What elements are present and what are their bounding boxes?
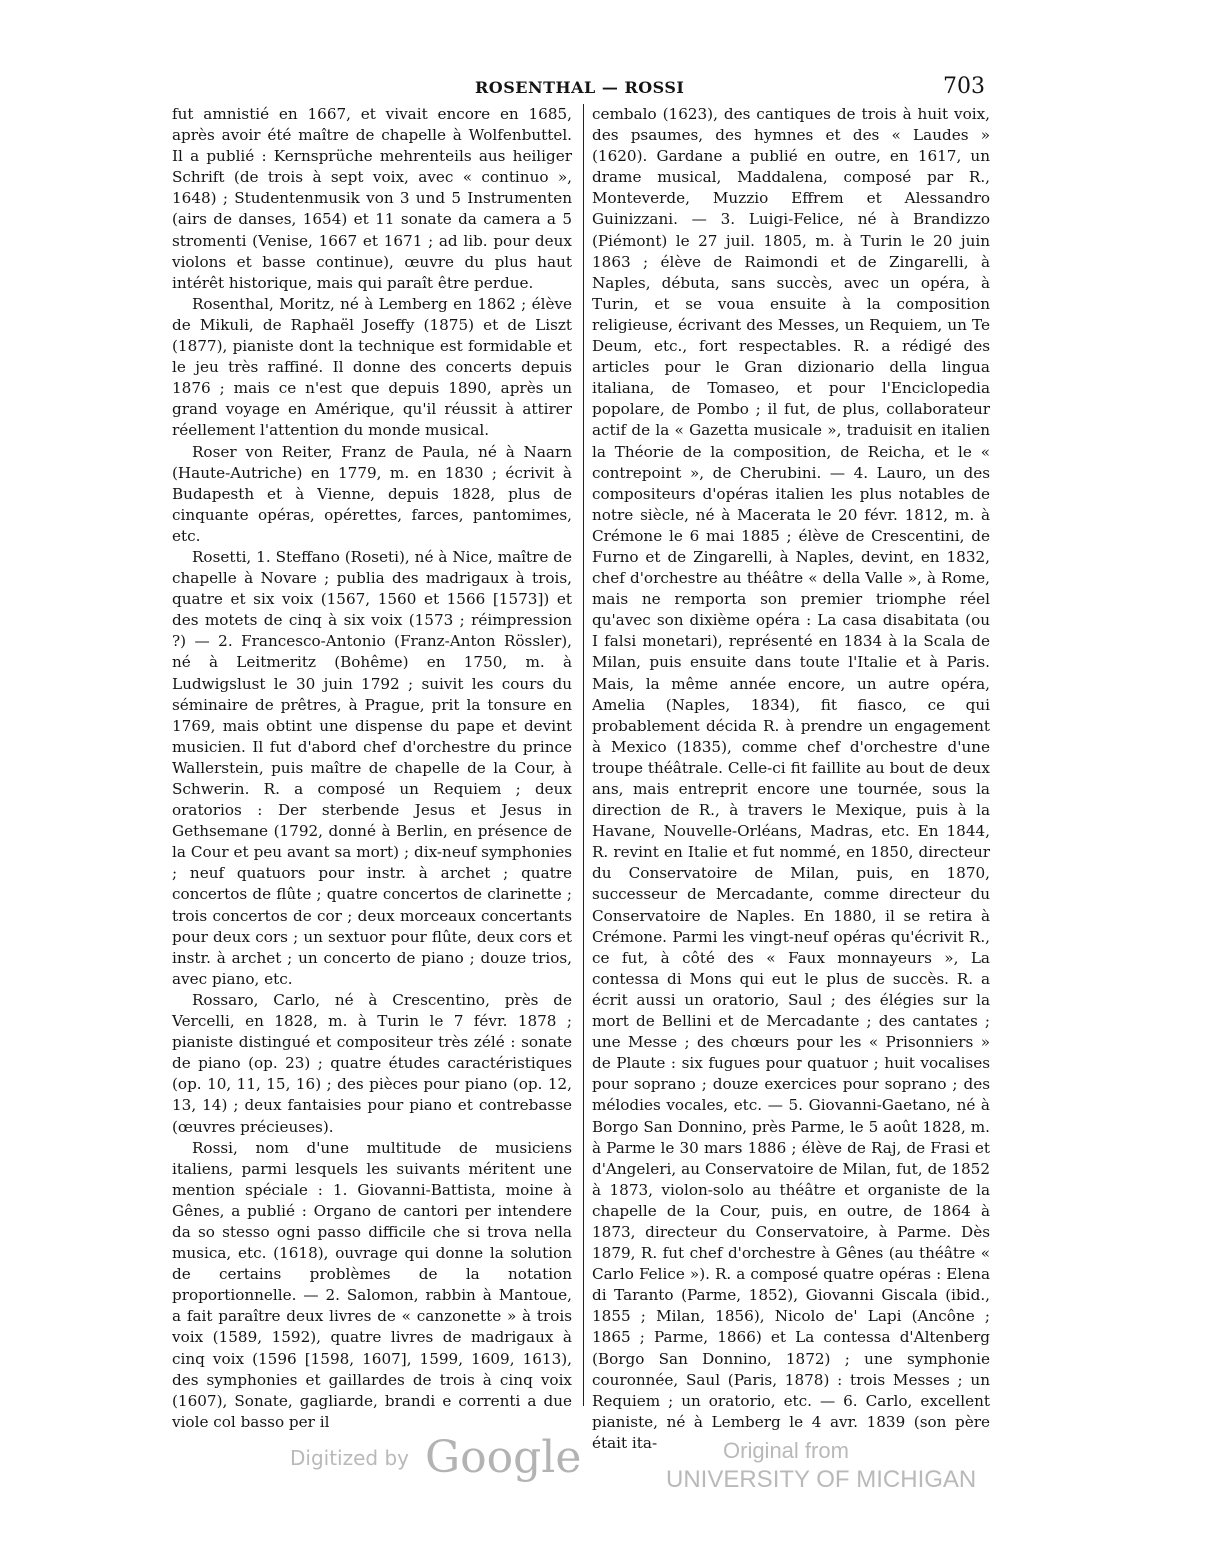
paragraph: Rossaro, Carlo, né à Crescentino, près de Vercelli, en 1828, m. à Turin le 7 févr. 1878 ; pianiste distingué et compositeur très zélé : sonate de piano (op. 23) ; quatre études caractéristiques (op. 10, 11, 15, 16) ; des pièces pour piano (op. 12, 13, 14) ; deux fantaisies pour piano et contrebasse (œuvres précieuses). [172, 990, 572, 1136]
paragraph: Roser von Reiter, Franz de Paula, né à Naarn (Haute-Autriche) en 1779, m. en 1830 ; écrivit à Budapesth et à Vienne, depuis 1828, plus de cinquante opéras, opérettes, farces, pantomimes, etc. [172, 442, 572, 545]
right-column [592, 104, 990, 1454]
digitization-footer [0, 1432, 1207, 1508]
running-head: ROSENTHAL — ROSSI [475, 78, 685, 97]
left-column [172, 104, 572, 1433]
paragraph: Rosenthal, Moritz, né à Lemberg en 1862 ; élève de Mikuli, de Raphaël Joseffy (1875) et de Liszt (1877), pianiste dont la technique est formidable et le jeu très raffiné. Il donne des concerts depuis 1876 ; mais ce n'est que depuis 1890, après un grand voyage en Amérique, qu'il réussit à attirer réellement l'attention du monde musical. [172, 294, 572, 440]
page-header [170, 74, 985, 104]
google-logo: Google [425, 1432, 582, 1483]
paragraph: Rosetti, 1. Steffano (Roseti), né à Nice, maître de chapelle à Novare ; publia des madrigaux à trois, quatre et six voix (1567, 1560 et 1566 [1573]) et des motets de cinq à six voix (1573 ; réimpression ?) — 2. Francesco-Antonio (Franz-Anton Rössler), né à Leitmeritz (Bohême) en 1750, m. à Ludwigslust le 30 juin 1792 ; suivit les cours du séminaire de prêtres, à Prague, prit la tonsure en 1769, mais obtint une dispense du pape et devint musicien. Il fut d'abord chef d'orchestre du prince Wallerstein, puis maître de chapelle de la Cour, à Schwerin. R. a composé un Requiem ; deux oratorios : Der sterbende Jesus et Jesus in Gethsemane (1792, donné à Berlin, en présence de la Cour et peu avant sa mort) ; dix-neuf symphonies ; neuf quatuors pour instr. à archet ; quatre concertos de flûte ; quatre concertos de clarinette ; trois concertos de cor ; deux morceaux concertants pour deux cors ; un sextuor pour flûte, deux cors et instr. à archet ; un concerto de piano ; douze trios, avec piano, etc. [172, 547, 572, 988]
paragraph: Rossi, nom d'une multitude de musiciens italiens, parmi lesquels les suivants méritent une mention spéciale : 1. Giovanni-Battista, moine à Gênes, a publié : Organo de cantori per intendere da so stesso ogni passo difficile che si trova nella musica, etc. (1618), ouvrage qui donne la solution de certains problèmes de la notation proportionnelle. — 2. Salomon, rabbin à Mantoue, a fait paraître deux livres de « canzonette » à trois voix (1589, 1592), quatre livres de madrigaux à cinq voix (1596 [1598, 1607], 1599, 1609, 1613), des symphonies et gaillardes de trois à cinq voix (1607), Sonate, gagliarde, brandi e correnti a due viole col basso per il [172, 1138, 572, 1431]
original-from-label: Original from [723, 1438, 849, 1463]
paragraph: fut amnistié en 1667, et vivait encore en 1685, après avoir été maître de chapelle à Wolfenbuttel. Il a publié : Kernsprüche mehrenteils aus heiliger Schrift (de trois à sept voix, avec « continuo », 1648) ; Studentenmusik von 3 und 5 Instrumenten (airs de danses, 1654) et 11 sonate da camera a 5 stromenti (Venise, 1667 et 1671 ; ad lib. pour deux violons et basse continue), œuvre du plus haut intérêt historique, mais qui paraît être perdue. [172, 105, 572, 292]
paragraph: cembalo (1623), des cantiques de trois à huit voix, des psaumes, des hymnes et des « Laudes » (1620). Gardane a publié en outre, en 1617, un drame musical, Maddalena, composé par R., Monteverde, Muzzio Effrem et Alessandro Guinizzani. — 3. Luigi-Felice, né à Brandizzo (Piémont) le 27 juil. 1805, m. à Turin le 20 juin 1863 ; élève de Raimondi et de Zingarelli, à Naples, débuta, sans succès, avec un opéra, à Turin, et se voua ensuite à la composition religieuse, écrivant des Messes, un Requiem, un Te Deum, etc., fort respectables. R. a rédigé des articles pour le Gran dizionario della lingua italiana, de Tomaseo, et pour l'Enciclopedia popolare, de Pombo ; il fut, de plus, collaborateur actif de la « Gazetta musicale », traduisit en italien la Théorie de la composition, de Reicha, et le « contrepoint », de Cherubini. — 4. Lauro, un des compositeurs d'opéras italien les plus notables de notre siècle, né à Macerata le 20 févr. 1812, m. à Crémone le 6 mai 1885 ; élève de Crescentini, de Furno et de Zingarelli, à Naples, devint, en 1832, chef d'orchestre au théâtre « della Valle », à Rome, mais ne remporta son premier triomphe réel qu'avec son dixième opéra : La casa disabitata (ou I falsi monetari), représenté en 1834 à la Scala de Milan, puis ensuite dans toute l'Italie et à Paris. Mais, la même année encore, un autre opéra, Amelia (Naples, 1834), fit fiasco, ce qui probablement décida R. à prendre un engagement à Mexico (1835), comme chef d'orchestre d'une troupe théâtrale. Celle-ci fit faillite au bout de deux ans, mais entreprit encore une tournée, sous la direction de R., à travers le Mexique, puis à la Havane, Nouvelle-Orléans, Madras, etc. En 1844, R. revint en Italie et fut nommé, en 1850, directeur du Conservatoire de Milan, puis, en 1870, successeur de Mercadante, comme directeur du Conservatoire de Naples. En 1880, il se retira à Crémone. Parmi les vingt-neuf opéras qu'écrivit R., ce fut, à côté des « Faux monnayeurs », La contessa di Mons qui eut le plus de succès. R. a écrit aussi un oratorio, Saul ; des élégies sur la mort de Bellini et de Mercadante ; des cantates ; une Messe ; des chœurs pour les « Prisonniers » de Plaute : six fugues pour quatuor ; huit vocalises pour soprano ; douze exercices pour soprano ; des mélodies vocales, etc. — 5. Giovanni-Gaetano, né à Borgo San Donnino, près Parme, le 5 août 1828, m. à Parme le 30 mars 1886 ; élève de Raj, de Frasi et d'Angeleri, au Conservatoire de Milan, fut, de 1852 à 1873, violon-solo au théâtre et organiste de la chapelle de la Cour, puis, en outre, de 1864 à 1873, directeur du Conservatoire, à Parme. Dès 1879, R. fut chef d'orchestre à Gênes (au théâtre « Carlo Felice »). R. a composé quatre opéras : Elena di Taranto (Parme, 1852), Giovanni Giscala (ibid., 1855 ; Milan, 1856), Nicolo de' Lapi (Ancône ; 1865 ; Parme, 1866) et La contessa d'Altenberg (Borgo San Donnino, 1872) ; une symphonie couronnée, Saul (Paris, 1878) : trois Messes ; un Requiem ; un oratorio, etc. — 6. Carlo, excellent pianiste, né à Lemberg le 4 avr. 1839 (son père était ita- [592, 105, 990, 1452]
university-label: UNIVERSITY OF MICHIGAN [666, 1466, 977, 1493]
column-divider [583, 104, 584, 1406]
page-number: 703 [943, 74, 985, 99]
digitized-by-label: Digitized by [290, 1446, 409, 1470]
